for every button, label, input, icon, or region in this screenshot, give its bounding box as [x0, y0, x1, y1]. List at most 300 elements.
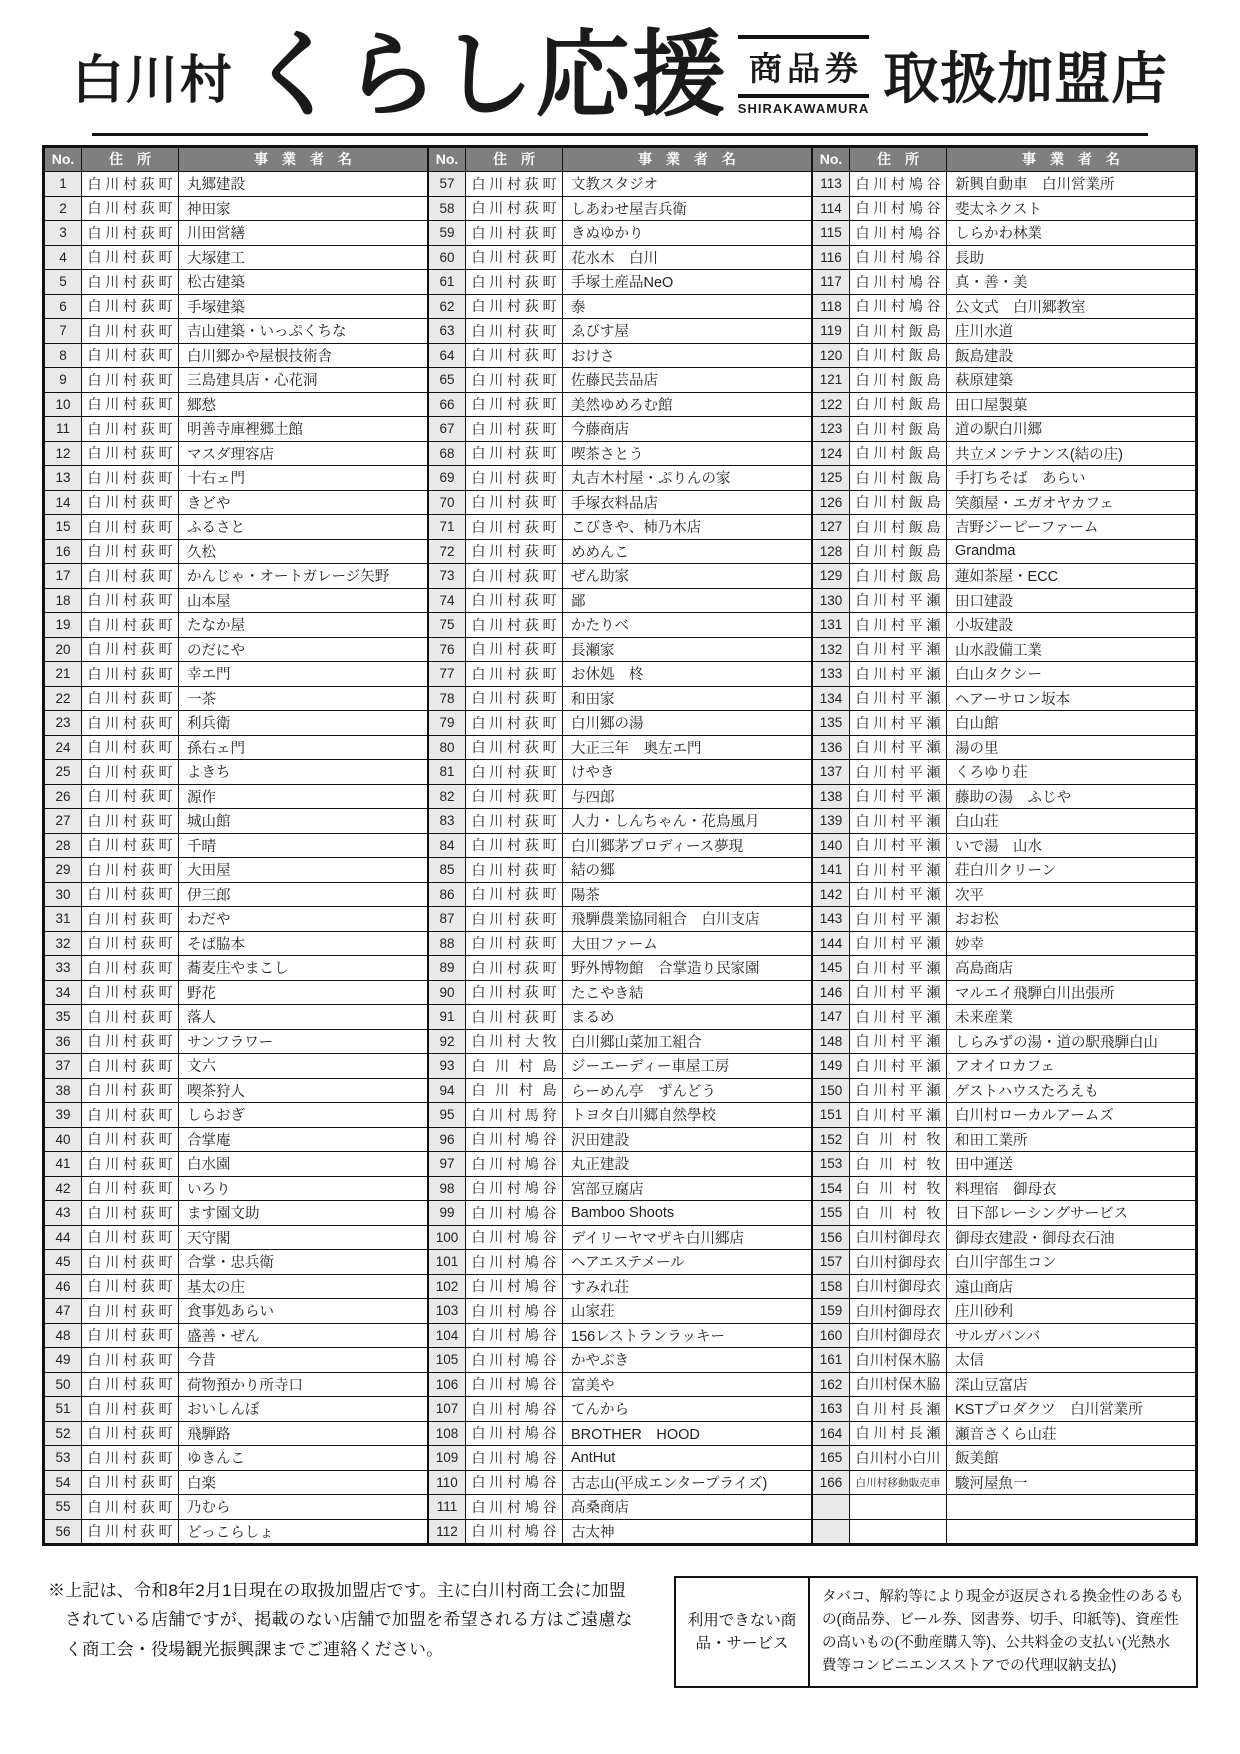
entry-name: 文六 [179, 1054, 428, 1079]
entry-address [82, 1029, 179, 1054]
entry-name: マルエイ飛騨白川出張所 [947, 980, 1196, 1005]
entry-name: 日下部レーシングサービス [947, 1201, 1196, 1226]
entry-number: 126 [813, 490, 850, 515]
table-row [813, 368, 1196, 393]
entry-name: 藤助の湯 ふじや [947, 784, 1196, 809]
entry-address-text: 白川村平瀬 [855, 1033, 941, 1050]
entry-number: 123 [813, 417, 850, 442]
entry-name: 白川郷かや屋根技術舎 [179, 343, 428, 368]
entry-address-text: 白川村荻町 [87, 984, 173, 1001]
entry-name: サルガバンバ [947, 1323, 1196, 1348]
entry-name: 神田家 [179, 196, 428, 221]
table-row [429, 392, 812, 417]
entry-number: 19 [45, 613, 82, 638]
entry-address-text: 白川村荻町 [87, 910, 173, 927]
entry-number: 25 [45, 760, 82, 785]
entry-name: 孫右ェ門 [179, 735, 428, 760]
entry-name: 手塚建築 [179, 294, 428, 319]
entry-address-text: 白川村荻町 [87, 1498, 173, 1515]
entry-number: 87 [429, 907, 466, 932]
table-row [45, 1127, 428, 1152]
entry-address [82, 1519, 179, 1544]
entry-address-text: 白川村荻町 [87, 518, 173, 535]
entry-address-text: 白川村荻町 [87, 1131, 173, 1148]
entry-name: ゆきんこ [179, 1446, 428, 1471]
entry-address [850, 931, 947, 956]
entry-address [82, 539, 179, 564]
entry-name: 荷物預かり所寺口 [179, 1372, 428, 1397]
entry-address-text: 白川村荻町 [471, 371, 557, 388]
table-row [429, 1446, 812, 1471]
entry-name: 丸正建設 [563, 1152, 812, 1177]
entry-number [813, 1519, 850, 1544]
table-row [45, 319, 428, 344]
table-row [45, 1421, 428, 1446]
entry-address [466, 1250, 563, 1275]
table-row [813, 858, 1196, 883]
entry-number: 71 [429, 515, 466, 540]
table-row [813, 1519, 1196, 1544]
entry-name: おいしんぼ [179, 1397, 428, 1422]
entry-address-text: 白川村平瀬 [855, 1082, 941, 1099]
entry-address [850, 809, 947, 834]
entry-address-text: 白川村牧 [855, 1204, 941, 1221]
entry-address-text: 白川村荻町 [471, 788, 557, 805]
entry-name: BROTHER HOOD [563, 1421, 812, 1446]
entry-address-text: 白川村荻町 [87, 714, 173, 731]
logo-village-text: 白川村 [71, 51, 234, 110]
entry-number: 129 [813, 564, 850, 589]
logo-campaign-text: くらし応援 [247, 22, 728, 127]
entry-address-text: 白川村荻町 [87, 616, 173, 633]
entry-name: 飛騨路 [179, 1421, 428, 1446]
entry-address [82, 1078, 179, 1103]
table-row [813, 980, 1196, 1005]
entry-address-text: 白川村荻町 [87, 837, 173, 854]
entry-name: 斐太ネクスト [947, 196, 1196, 221]
entry-number: 6 [45, 294, 82, 319]
table-row [45, 931, 428, 956]
entry-address [82, 319, 179, 344]
column-header-business: 事 業 者 名 [563, 147, 812, 172]
table-row [45, 1372, 428, 1397]
entry-address [850, 956, 947, 981]
entry-address [850, 1176, 947, 1201]
table-row [45, 980, 428, 1005]
entry-address-text: 白川村荻町 [87, 690, 173, 707]
entry-name: 丸郷建設 [179, 172, 428, 197]
table-row [813, 1078, 1196, 1103]
entry-name: 久松 [179, 539, 428, 564]
entry-name: 妙幸 [947, 931, 1196, 956]
table-row [45, 1103, 428, 1128]
entry-name: 盛善・ぜん [179, 1323, 428, 1348]
entry-address-text: 白川村飯島 [855, 420, 941, 437]
entry-name: 未来産業 [947, 1005, 1196, 1030]
entry-name: ふるさと [179, 515, 428, 540]
entry-address [850, 1470, 947, 1495]
entry-name: 丸吉木村屋・ぷりんの家 [563, 466, 812, 491]
entry-number: 20 [45, 637, 82, 662]
entry-number: 99 [429, 1201, 466, 1226]
entry-address-text: 白川村平瀬 [855, 665, 941, 682]
entry-address-text: 白川村鳩谷 [471, 1204, 557, 1221]
entry-name: 湯の里 [947, 735, 1196, 760]
entry-number: 67 [429, 417, 466, 442]
entry-address-text: 白川村荻町 [471, 347, 557, 364]
entry-address [850, 1201, 947, 1226]
table-row [429, 319, 812, 344]
entry-address-text: 白川村飯島 [855, 322, 941, 339]
entry-address-text: 白川村荻町 [471, 886, 557, 903]
column-header-no: No. [813, 147, 850, 172]
entry-address [466, 466, 563, 491]
entry-address [466, 294, 563, 319]
entry-address-text: 白川村荻町 [471, 616, 557, 633]
entry-number: 113 [813, 172, 850, 197]
entry-name: アオイロカフェ [947, 1054, 1196, 1079]
entry-address [82, 564, 179, 589]
entry-address [82, 662, 179, 687]
entry-name: 城山館 [179, 809, 428, 834]
entry-address-text: 白川村荻町 [87, 249, 173, 266]
entry-number [813, 1495, 850, 1520]
table-row [45, 245, 428, 270]
entry-name: よきち [179, 760, 428, 785]
table-row [429, 1127, 812, 1152]
entry-name: 田口建設 [947, 588, 1196, 613]
entry-address [850, 1103, 947, 1128]
entry-address-text: 白川村荻町 [471, 739, 557, 756]
entry-address-text: 白川村飯島 [855, 469, 941, 486]
entry-name: Grandma [947, 539, 1196, 564]
logo-voucher-text: 商品券 [738, 35, 869, 98]
table-row [45, 784, 428, 809]
table-row [429, 539, 812, 564]
table-row [429, 1274, 812, 1299]
entry-address-text: 白川村荻町 [87, 935, 173, 952]
entry-address [850, 490, 947, 515]
entry-name: くろゆり荘 [947, 760, 1196, 785]
entry-number: 153 [813, 1152, 850, 1177]
entry-address [466, 735, 563, 760]
entry-address [850, 172, 947, 197]
entry-number: 11 [45, 417, 82, 442]
column-header-business: 事 業 者 名 [947, 147, 1196, 172]
entry-name: 公文式 白川郷教室 [947, 294, 1196, 319]
entry-name: 手打ちそば あらい [947, 466, 1196, 491]
entry-address-text: 白川村御母衣 [855, 1278, 941, 1295]
entry-address-text: 白川村荻町 [87, 371, 173, 388]
entry-name: 吉野ジーピーファーム [947, 515, 1196, 540]
entry-address [82, 1152, 179, 1177]
entry-name: 人力・しんちゃん・花鳥風月 [563, 809, 812, 834]
entry-address-text: 白川村荻町 [87, 1229, 173, 1246]
entry-name: 伊三郎 [179, 882, 428, 907]
entry-address-text: 白川村平瀬 [855, 886, 941, 903]
table-header-row [45, 147, 428, 172]
table-row [45, 1299, 428, 1324]
table-row [813, 1005, 1196, 1030]
table-row [429, 466, 812, 491]
table-row [45, 809, 428, 834]
entry-name: 庄川水道 [947, 319, 1196, 344]
entry-address [466, 637, 563, 662]
entry-address [82, 1127, 179, 1152]
entry-number: 44 [45, 1225, 82, 1250]
entry-address [466, 1029, 563, 1054]
table-row [45, 1054, 428, 1079]
table-row [813, 417, 1196, 442]
table-row [813, 833, 1196, 858]
entry-address-text: 白川村長瀬 [855, 1425, 941, 1442]
entry-name: 白川郷の湯 [563, 711, 812, 736]
entry-address-text: 白川村荻町 [87, 494, 173, 511]
entry-address [466, 1446, 563, 1471]
entry-address-text: 白川村荻町 [87, 763, 173, 780]
entry-name: AntHut [563, 1446, 812, 1471]
entry-number: 33 [45, 956, 82, 981]
entry-number: 77 [429, 662, 466, 687]
table-row [813, 196, 1196, 221]
entry-address-text: 白川村荻町 [87, 322, 173, 339]
entry-address [82, 1005, 179, 1030]
table-row [813, 1054, 1196, 1079]
table-row [429, 1201, 812, 1226]
table-row [429, 196, 812, 221]
table-row [45, 1495, 428, 1520]
table-row [813, 1225, 1196, 1250]
entry-address [850, 907, 947, 932]
table-row [429, 1225, 812, 1250]
entry-address [82, 1201, 179, 1226]
entry-name: 遠山商店 [947, 1274, 1196, 1299]
table-row [429, 735, 812, 760]
entry-address-text: 白川村荻町 [471, 543, 557, 560]
page-title: 取扱加盟店 [883, 47, 1169, 111]
entry-address-text: 白川村移動販売車 [855, 1476, 941, 1489]
entry-address-text: 白川村荻町 [87, 1155, 173, 1172]
entry-name: 白水園 [179, 1152, 428, 1177]
entry-address-text: 白川村荻町 [87, 592, 173, 609]
entry-number: 12 [45, 441, 82, 466]
entry-address-text: 白川村飯島 [855, 494, 941, 511]
entry-name: たなか屋 [179, 613, 428, 638]
entry-number: 160 [813, 1323, 850, 1348]
entry-address [466, 564, 563, 589]
entry-name: 道の駅白川郷 [947, 417, 1196, 442]
entry-address [850, 441, 947, 466]
entry-address [82, 221, 179, 246]
table-row [429, 882, 812, 907]
table-row [429, 980, 812, 1005]
entry-address [466, 1397, 563, 1422]
entry-address-text: 白川村鳩谷 [855, 298, 941, 315]
entry-address-text: 白川村鳩谷 [471, 1278, 557, 1295]
entry-address [82, 294, 179, 319]
entry-number: 155 [813, 1201, 850, 1226]
entry-name: 小坂建設 [947, 613, 1196, 638]
entry-number: 149 [813, 1054, 850, 1079]
table-row [45, 833, 428, 858]
table-row [429, 1495, 812, 1520]
entry-number: 120 [813, 343, 850, 368]
entry-address-text: 白川村荻町 [87, 1057, 173, 1074]
table-row [813, 1348, 1196, 1373]
table-row [429, 809, 812, 834]
entry-number: 55 [45, 1495, 82, 1520]
entry-address-text: 白川村荻町 [471, 665, 557, 682]
entry-name: 白川宇部生コン [947, 1250, 1196, 1275]
entry-number: 118 [813, 294, 850, 319]
entry-number: 39 [45, 1103, 82, 1128]
entry-name: 和田家 [563, 686, 812, 711]
entry-address [82, 760, 179, 785]
entry-address [850, 392, 947, 417]
entry-number: 164 [813, 1421, 850, 1446]
entry-address-text: 白川村荻町 [87, 445, 173, 462]
entry-name: ます園文助 [179, 1201, 428, 1226]
entry-number: 140 [813, 833, 850, 858]
program-logo [0, 22, 1240, 127]
table-row [429, 1176, 812, 1201]
entry-address-text: 白川村平瀬 [855, 861, 941, 878]
table-row [813, 564, 1196, 589]
entry-number: 159 [813, 1299, 850, 1324]
entry-address-text: 白川村牧 [855, 1180, 941, 1197]
entry-address-text: 白川村荻町 [471, 420, 557, 437]
table-row [45, 1201, 428, 1226]
entry-address-text: 白川村荻町 [87, 665, 173, 682]
entry-address [466, 711, 563, 736]
entry-address-text: 白川村御母衣 [855, 1327, 941, 1344]
entry-address-text: 白川村平瀬 [855, 592, 941, 609]
entry-address [850, 980, 947, 1005]
table-row [429, 1372, 812, 1397]
table-row [429, 172, 812, 197]
entry-address [82, 1054, 179, 1079]
entry-address-text: 白川村御母衣 [855, 1302, 941, 1319]
entry-name: 明善寺庫裡郷土館 [179, 417, 428, 442]
entry-address-text: 白川村飯島 [855, 445, 941, 462]
entry-name: 太信 [947, 1348, 1196, 1373]
entry-address [466, 1054, 563, 1079]
entry-address-text: 白川村荻町 [87, 788, 173, 805]
entry-number: 36 [45, 1029, 82, 1054]
entry-name: 田中運送 [947, 1152, 1196, 1177]
table-row [45, 613, 428, 638]
entry-address [850, 1495, 947, 1520]
entry-address [466, 196, 563, 221]
entry-number: 3 [45, 221, 82, 246]
entry-name: 文教スタジオ [563, 172, 812, 197]
table-row [813, 539, 1196, 564]
entry-number: 166 [813, 1470, 850, 1495]
table-row [45, 564, 428, 589]
entry-number: 75 [429, 613, 466, 638]
entry-number: 4 [45, 245, 82, 270]
entry-address-text: 白川村荻町 [87, 1449, 173, 1466]
entry-address [850, 784, 947, 809]
entry-address [466, 1299, 563, 1324]
entry-name: 川田営繕 [179, 221, 428, 246]
entry-name: 山家荘 [563, 1299, 812, 1324]
entry-number: 60 [429, 245, 466, 270]
entry-address-text: 白川村荻町 [87, 175, 173, 192]
entry-name: しらかわ林業 [947, 221, 1196, 246]
table-row [813, 882, 1196, 907]
entry-address [850, 711, 947, 736]
table-row [813, 588, 1196, 613]
entry-number: 46 [45, 1274, 82, 1299]
table-row [813, 1421, 1196, 1446]
entry-number: 52 [45, 1421, 82, 1446]
entry-number: 29 [45, 858, 82, 883]
entry-address [82, 392, 179, 417]
entry-name: てんから [563, 1397, 812, 1422]
entry-address-text: 白川村荻町 [87, 1425, 173, 1442]
entry-address [850, 319, 947, 344]
entry-name: 古太神 [563, 1519, 812, 1544]
entry-number: 82 [429, 784, 466, 809]
entry-address-text: 白川村荻町 [87, 420, 173, 437]
entry-name [947, 1495, 1196, 1520]
entry-address [82, 711, 179, 736]
entry-address-text: 白川村鳩谷 [471, 1229, 557, 1246]
entry-address [850, 1397, 947, 1422]
entry-name: ゑびす屋 [563, 319, 812, 344]
entry-address-text: 白川村荻町 [87, 200, 173, 217]
entry-address-text: 白川村荻町 [471, 763, 557, 780]
entry-number: 17 [45, 564, 82, 589]
entry-name: 次平 [947, 882, 1196, 907]
logo-romaji-text: SHIRAKAWAMURA [737, 100, 870, 116]
entry-address-text: 白川村荻町 [87, 739, 173, 756]
entry-name: 今藤商店 [563, 417, 812, 442]
entry-name: 新興自動車 白川営業所 [947, 172, 1196, 197]
entry-name: ゲストハウスたろえも [947, 1078, 1196, 1103]
page-footer [48, 1576, 1198, 1688]
table-row [429, 564, 812, 589]
entry-address [82, 1372, 179, 1397]
table-row [429, 784, 812, 809]
entry-number: 68 [429, 441, 466, 466]
entry-address [466, 270, 563, 295]
entry-address-text: 白川村馬狩 [471, 1106, 557, 1123]
entry-number: 7 [45, 319, 82, 344]
table-row [45, 1078, 428, 1103]
entry-address [850, 1372, 947, 1397]
entry-address [466, 956, 563, 981]
entry-name: 山水設備工業 [947, 637, 1196, 662]
entry-number: 27 [45, 809, 82, 834]
entry-name: 白山タクシー [947, 662, 1196, 687]
entry-number: 165 [813, 1446, 850, 1471]
entry-name: しらおぎ [179, 1103, 428, 1128]
column-header-address: 住 所 [82, 147, 179, 172]
table-row [45, 858, 428, 883]
entry-number: 18 [45, 588, 82, 613]
entry-address-text: 白川村鳩谷 [855, 175, 941, 192]
entry-name: 共立メンテナンス(結の庄) [947, 441, 1196, 466]
table-row [813, 490, 1196, 515]
entry-address-text: 白川村荻町 [87, 1008, 173, 1025]
store-list-tables [42, 145, 1198, 1547]
entry-name: 合掌庵 [179, 1127, 428, 1152]
entry-address [466, 1274, 563, 1299]
entry-address [466, 1005, 563, 1030]
entry-number: 24 [45, 735, 82, 760]
